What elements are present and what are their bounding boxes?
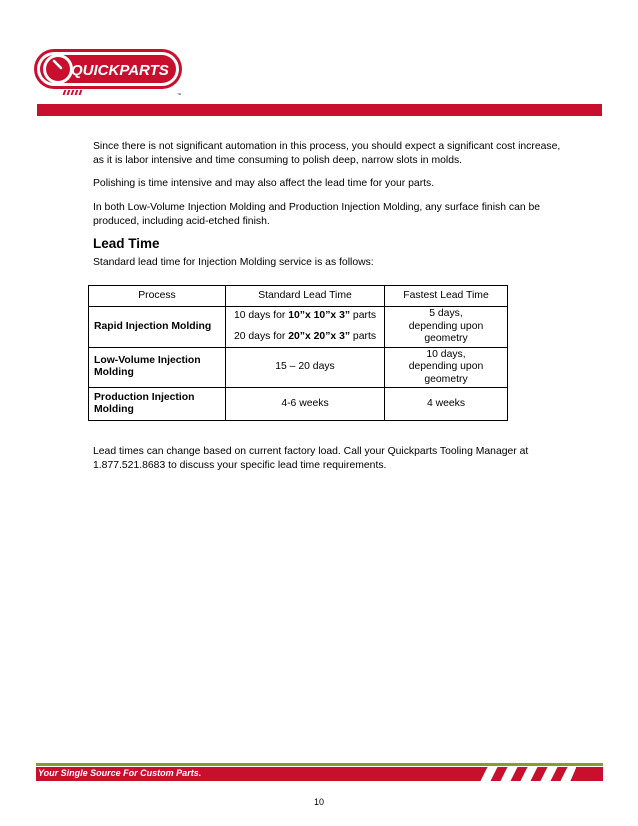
cell-fastest: 5 days, depending upon geometry (385, 307, 508, 348)
table-row (89, 307, 508, 348)
paragraph-cost: Since there is not significant automation in this process, you should expect a significant cost increase, as it is labor intensive and time consuming to polish deep, narrow slots in molds. (93, 141, 561, 166)
cell-fastest: 4 weeks (385, 388, 508, 421)
section-intro: Standard lead time for Injection Molding service is as follows: (93, 257, 374, 268)
trademark-mark: ™ (177, 92, 181, 97)
cell-process: Low-Volume Injection Molding (89, 347, 226, 388)
cell-process: Rapid Injection Molding (89, 307, 226, 348)
cell-process: Production Injection Molding (89, 388, 226, 421)
lead-time-table (88, 285, 508, 421)
quickparts-logo (34, 47, 186, 97)
paragraph-polishing: Polishing is time intensive and may also affect the lead time for your parts. (93, 178, 435, 189)
paragraph-closing: Lead times can change based on current factory load. Call your Quickparts Tooling Manager at 1.877.521.8683 to discuss your specific lead time requirements. (93, 446, 529, 471)
cell-standard: 15 – 20 days (226, 347, 385, 388)
header-red-bar (37, 104, 602, 116)
section-heading-lead-time: Lead Time (93, 236, 160, 251)
table-row (89, 347, 508, 388)
logo-wordmark: QUICKPARTS (71, 62, 169, 79)
cell-fastest: 10 days, depending upon geometry (385, 347, 508, 388)
cell-standard: 4-6 weeks (226, 388, 385, 421)
table-header-row (89, 286, 508, 307)
header-process: Process (89, 286, 226, 307)
page-number: 10 (313, 797, 324, 807)
header-fastest-lead-time: Fastest Lead Time (385, 286, 508, 307)
header-standard-lead-time: Standard Lead Time (226, 286, 385, 307)
paragraph-surface-finish: In both Low-Volume Injection Molding and Production Injection Molding, any surface finish can be produced, including acid-etched finish. (93, 202, 541, 227)
footer-stripes-graphic (480, 766, 576, 782)
cell-standard: 10 days for 10”x 10”x 3” parts 20 days for 20”x 20”x 3” parts (226, 307, 385, 348)
table-row (89, 388, 508, 421)
footer-tagline: Your Single Source For Custom Parts. (38, 768, 202, 778)
